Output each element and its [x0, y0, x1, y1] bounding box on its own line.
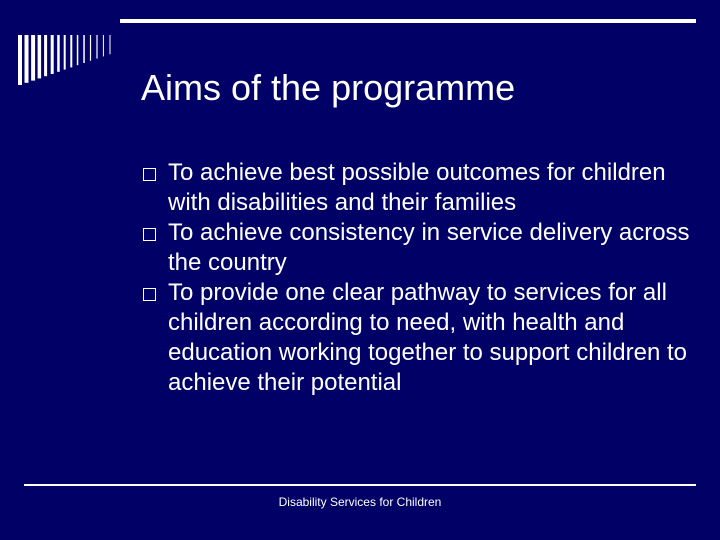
decoration-bar [57, 35, 60, 72]
decoration-bar [70, 35, 72, 67]
bullet-item [141, 218, 701, 278]
bullet-text: To achieve best possible outcomes for children with disabilities and their families [168, 159, 666, 216]
bullet-text: To achieve consistency in service delivery across the country [168, 219, 690, 276]
bullet-text: To provide one clear pathway to services for all children according to need, with health and education working together to support children to achieve their potential [168, 279, 687, 396]
decoration-bar [31, 35, 35, 81]
bullet-item [141, 278, 701, 398]
decoration-bar [44, 35, 47, 76]
footer-text: Disability Services for Children [278, 495, 442, 509]
decoration-bar [18, 35, 22, 85]
vertical-bars-decoration [0, 0, 120, 120]
decoration-bar [103, 35, 104, 56]
top-rule [120, 19, 696, 23]
decoration-bar [25, 35, 29, 83]
hollow-square-bullet-icon [143, 168, 156, 181]
hollow-square-bullet-icon [143, 288, 156, 301]
bullet-item [141, 158, 701, 218]
hollow-square-bullet-icon [143, 228, 156, 241]
decoration-bar [90, 35, 91, 61]
footer-rule [24, 484, 696, 486]
decoration-bar [38, 35, 42, 78]
slide-title: Aims of the programme [141, 67, 516, 108]
decoration-bar [77, 35, 79, 65]
bullet-list [141, 158, 701, 398]
decoration-bar [64, 35, 66, 70]
decoration-bar [51, 35, 54, 74]
decoration-bar [96, 35, 97, 59]
decoration-bar [110, 35, 111, 54]
decoration-bar [83, 35, 85, 63]
